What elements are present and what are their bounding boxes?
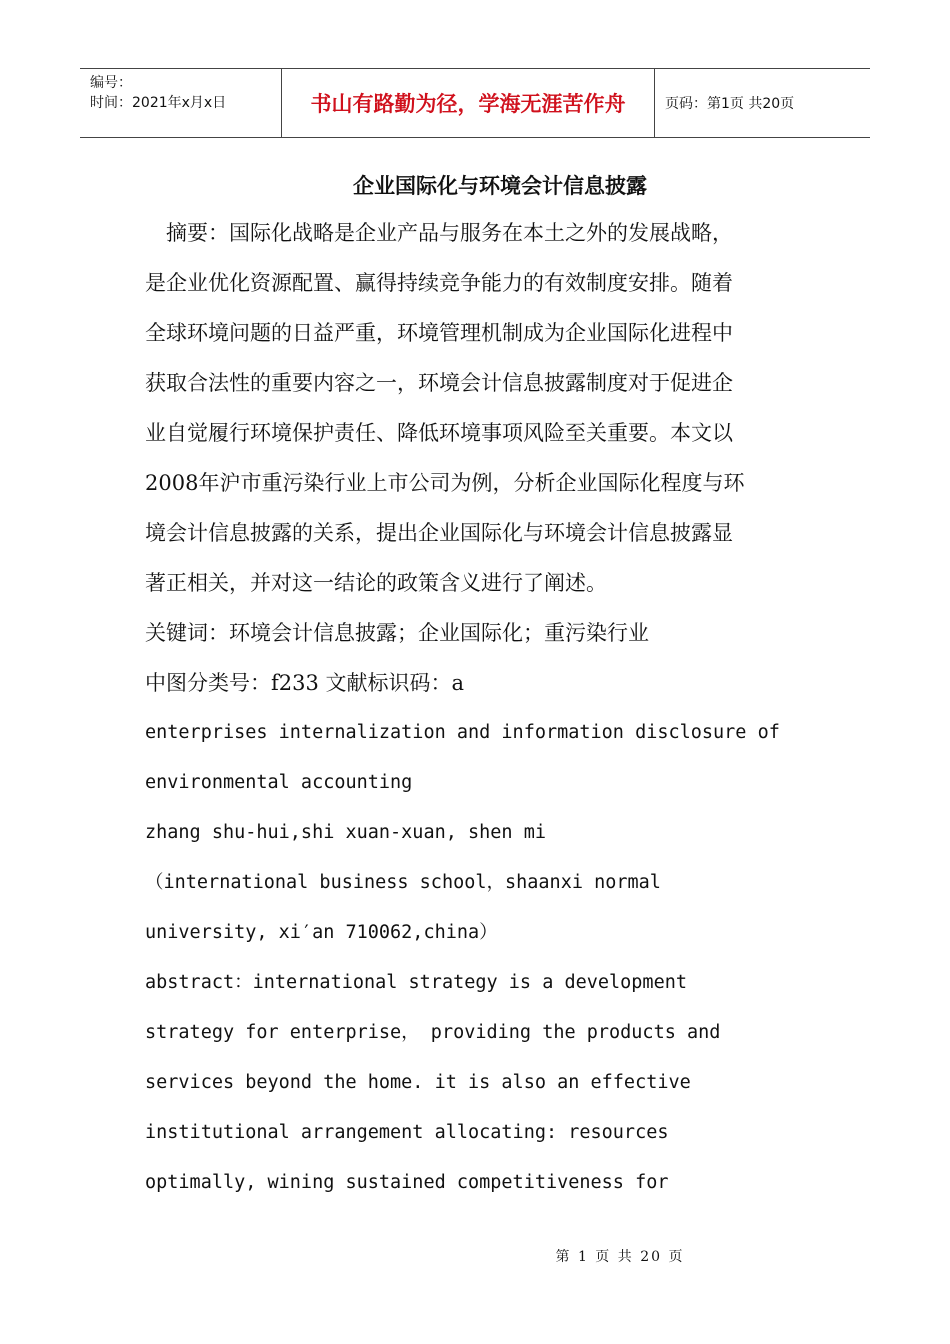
authors-line: zhang shu-hui,shi xuan-xuan, shen mi [145, 822, 546, 843]
header-page-info: 页码：第1页 共20页 [665, 96, 795, 112]
text-line: 是企业优化资源配置、赢得持续竞争能力的有效制度安排。随着 [145, 271, 733, 295]
text-line: 2008年沪市重污染行业上市公司为例，分析企业国际化程度与环 [145, 471, 745, 495]
text-line: 全球环境问题的日益严重，环境管理机制成为企业国际化进程中 [145, 321, 733, 345]
abstract-line: services beyond the home. it is also an effective [145, 1072, 691, 1093]
abstract-line: optimally, wining sustained competitiveness for [145, 1172, 669, 1193]
english-title-line: enterprises internalization and information disclosure of [145, 722, 780, 743]
text-line: 境会计信息披露的关系，提出企业国际化与环境会计信息披露显 [145, 521, 733, 545]
document-title: 企业国际化与环境会计信息披露 [353, 174, 647, 198]
english-title-line: environmental accounting [145, 772, 413, 793]
abstract-line: abstract：international strategy is a development [145, 972, 687, 993]
text-line: 著正相关，并对这一结论的政策含义进行了阐述。 [145, 571, 607, 595]
abstract-line: institutional arrangement allocating: resources [145, 1122, 669, 1143]
doc-number-label: 编号： [90, 75, 132, 91]
page-header [80, 68, 870, 138]
affiliation-line: （international business school，shaanxi normal [145, 872, 661, 893]
keywords-line: 关键词：环境会计信息披露；企业国际化；重污染行业 [145, 621, 649, 645]
page-footer: 第 1 页 共 20 页 [555, 1249, 685, 1265]
text-line: 业自觉履行环境保护责任、降低环境事项风险至关重要。本文以 [145, 421, 733, 445]
abstract-line: strategy for enterprise， providing the products and [145, 1022, 721, 1043]
text-line: 摘要：国际化战略是企业产品与服务在本土之外的发展战略， [145, 221, 733, 245]
affiliation-line: university, xi′an 710062,china） [145, 922, 498, 943]
doc-date-label: 时间：2021年x月x日 [90, 95, 227, 111]
document-body [145, 210, 805, 1210]
header-meta [80, 69, 282, 137]
text-line: 获取合法性的重要内容之一，环境会计信息披露制度对于促进企 [145, 371, 733, 395]
header-motto: 书山有路勤为径，学海无涯苦作舟 [282, 69, 655, 137]
classification-line: 中图分类号：f233 文献标识码：a [145, 671, 465, 695]
